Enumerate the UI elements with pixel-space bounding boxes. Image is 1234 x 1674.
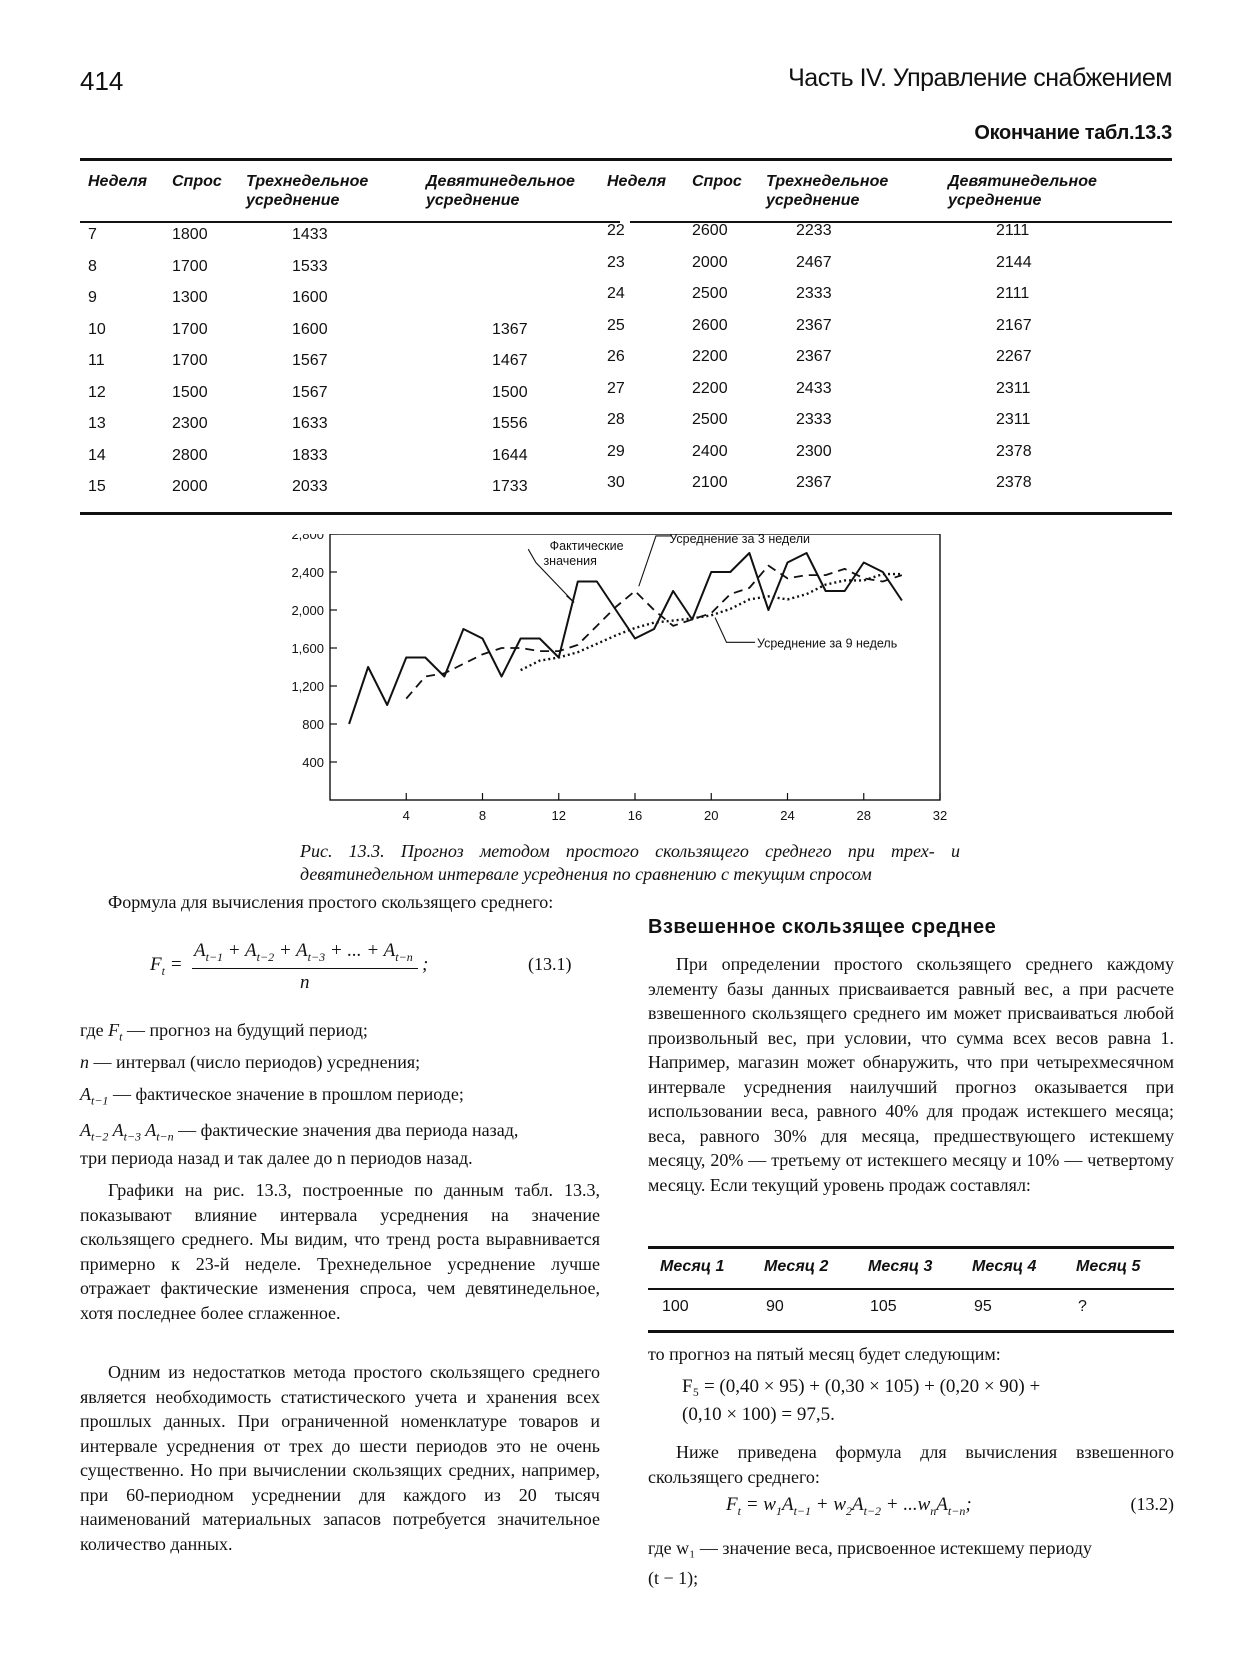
table-cell: 10: [88, 320, 106, 338]
table-cell: 2300: [172, 415, 208, 432]
table-cell: 2311: [996, 411, 1031, 428]
annotation-actual: [543, 539, 623, 568]
where-a1-text: — фактическое значение в прошлом периоде;: [112, 1084, 464, 1104]
where-ft: где $F_t$ — прогноз на будущий период;: [80, 1020, 368, 1044]
x-tick-label: 24: [780, 808, 795, 823]
table-cell: 1467: [492, 352, 528, 369]
plot-frame: [330, 534, 940, 800]
table-row: [80, 474, 1172, 510]
table-cell: 2333: [796, 411, 832, 428]
table-cell: 1567: [292, 383, 328, 401]
where-a2: $A_{t-2}$ $A_{t-3}$ $A_{t-n}$ — фактические значения два периода назад,: [80, 1120, 519, 1144]
table-cell: 14: [88, 446, 106, 464]
header-three-week-1: Трехнедельное усреднение: [246, 173, 369, 209]
sales-table: [648, 1246, 1174, 1336]
value-month-5: ?: [1078, 1298, 1087, 1315]
header-month-1: Месяц 1: [660, 1258, 725, 1275]
y-tick-label: 800: [302, 717, 324, 732]
fraction-bar: [192, 968, 418, 969]
annotation-three-week-leader: [639, 536, 671, 586]
table-cell: 1800: [172, 226, 208, 243]
series-line-2: [406, 566, 902, 699]
header-three-week-2: Трехнедельное усреднение: [766, 173, 889, 209]
table-cell: 2400: [692, 442, 728, 460]
chart-svg: [290, 534, 960, 834]
y-tick-label: 2,800: [291, 534, 324, 542]
table-cell: 2267: [996, 348, 1032, 365]
paragraph-formula-intro: Ниже приведена формула для вычисления взвешенного скользящего среднего:: [648, 1442, 1174, 1487]
where-a1: $A_{t-1}$ — фактическое значение в прошлом периоде;: [80, 1084, 464, 1108]
where-w-cont: (t − 1);: [648, 1568, 699, 1588]
value-month-2: 90: [766, 1298, 784, 1315]
table-cell: 2233: [796, 222, 832, 239]
value-month-1: 100: [662, 1298, 689, 1315]
value-month-3: 105: [870, 1298, 897, 1315]
table-cell: 2000: [692, 253, 728, 271]
table-cell: 22: [607, 222, 625, 239]
where-n: n — интервал (число периодов) усреднения;: [80, 1052, 421, 1072]
table-cell: 1600: [292, 320, 328, 338]
annotation-actual-line-1: Фактические: [549, 539, 624, 553]
page-number: 414: [80, 66, 124, 96]
table-cell: 1833: [292, 446, 328, 464]
table-cell: 1567: [292, 352, 328, 369]
equation-number-13-1: (13.1): [528, 954, 572, 974]
table-cell: 2111: [996, 285, 1030, 302]
annotation-nine-week: Усреднение за 9 недель: [757, 636, 898, 651]
forecast-intro: то прогноз на пятый месяц будет следующим:: [648, 1344, 1001, 1364]
table-cell: 2500: [692, 285, 728, 302]
header-month-5: Месяц 5: [1076, 1258, 1141, 1275]
table-cell: 2378: [996, 442, 1032, 460]
where-w: где w₁ — значение веса, присвоенное истекшему периоду: [648, 1538, 1092, 1558]
section-heading: Взвешенное скользящее среднее: [648, 916, 997, 938]
table-rule-mid-left: [80, 221, 620, 223]
annotation-actual-line-2: значения: [543, 554, 597, 568]
table-cell: 9: [88, 289, 97, 306]
y-tick-label: 1,600: [291, 641, 324, 656]
series-line-3: [521, 574, 902, 670]
table-rule-bottom: [80, 512, 1172, 515]
table-cell: 1644: [492, 446, 528, 464]
table-cell: 2333: [796, 285, 832, 302]
x-tick-label: 4: [402, 808, 410, 823]
table-cell: 2467: [796, 253, 832, 271]
table-cell: 1500: [172, 383, 208, 401]
table-cell: 1500: [492, 383, 528, 401]
header-week-2: Неделя: [607, 173, 667, 190]
table-cell: 2600: [692, 222, 728, 239]
table-cell: 30: [607, 474, 625, 491]
header-demand-1: Спрос: [172, 173, 222, 190]
table-cell: 1556: [492, 415, 528, 432]
header-month-2: Месяц 2: [764, 1258, 829, 1275]
calc-line-2: (0,10 × 100) = 97,5.: [682, 1404, 835, 1425]
where-a2-text: — фактические значения два периода назад,: [178, 1120, 519, 1140]
formula-semicolon: ;: [422, 954, 429, 975]
table-cell: 13: [88, 415, 106, 432]
x-tick-label: 32: [932, 808, 948, 823]
table-cell: 1433: [292, 226, 328, 243]
table-cell: 2367: [796, 348, 832, 365]
table-cell: 2111: [996, 222, 1030, 239]
table-cell: 1700: [172, 352, 208, 369]
table-cell: 24: [607, 285, 625, 302]
formula-denominator: n: [300, 972, 310, 993]
figure-caption: Рис. 13.3. Прогноз методом простого скользящего среднего при трех- и девятинедельном интервале усреднения по сравнению с текущим спросом: [300, 841, 960, 884]
header-nine-week-2: Девятинедельное усреднение: [948, 173, 1097, 209]
table-cell: 2000: [172, 478, 208, 495]
table-cell: 1700: [172, 257, 208, 275]
table-cell: 28: [607, 411, 625, 428]
x-tick-label: 16: [627, 808, 643, 823]
paragraph-drawbacks: Одним из недостатков метода простого скользящего среднего является необходимость статистического учета и хранения всех прошлых данных. При ограниченной номенклатуре товаров и интервале усреднения от трех до шести периодов это не очень существенно. Но при вычислении скользящих средних, например, при 60-периодном усреднении для каждого из 20 тысяч наименований материальных запасов потребуется значительное количество данных.: [80, 1362, 600, 1554]
header-nine-week-1: Девятинедельное усреднение: [426, 173, 575, 209]
table-cell: 2200: [692, 379, 728, 397]
x-tick-label: 8: [478, 808, 487, 823]
table-cell: 2033: [292, 478, 328, 495]
where-ft-text: — прогноз на будущий период;: [126, 1020, 368, 1040]
table-cell: 23: [607, 253, 625, 271]
table-cell: 2167: [996, 316, 1032, 334]
moving-average-chart: [290, 534, 960, 834]
value-month-4: 95: [974, 1298, 992, 1315]
calc-line-1: F₅ = (0,40 × 95) + (0,30 × 105) + (0,20 × 90) +: [682, 1376, 1041, 1397]
table-cell: 2367: [796, 474, 832, 491]
table-cell: 26: [607, 348, 625, 365]
sales-table-rule-mid: [648, 1288, 1174, 1290]
x-tick-label: 28: [856, 808, 871, 823]
table-cell: 2300: [796, 442, 832, 460]
x-tick-label: 12: [551, 808, 566, 823]
table-cell: 1700: [172, 320, 208, 338]
sales-table-rule-top: [648, 1246, 1174, 1249]
table-cell: 2600: [692, 316, 728, 334]
header-demand-2: Спрос: [692, 173, 742, 190]
table-cell: 25: [607, 316, 625, 334]
y-tick-label: 2,400: [291, 565, 324, 580]
table-cell: 15: [88, 478, 106, 495]
table-cell: 2500: [692, 411, 728, 428]
formula-numerator: $A_{t-1} + A_{t-2} + A_{t-3}$ + ... + $A_{t-n}$: [194, 940, 413, 964]
header-month-3: Месяц 3: [868, 1258, 933, 1275]
annotation-nine-week-leader: [715, 618, 755, 643]
header-week-1: Неделя: [88, 173, 148, 190]
table-cell: 2100: [692, 474, 728, 491]
header-month-4: Месяц 4: [972, 1258, 1037, 1275]
equation-number-13-2: (13.2): [1130, 1494, 1174, 1514]
table-cell: 1533: [292, 257, 328, 275]
table-cell: 8: [88, 257, 97, 275]
x-tick-label: 20: [704, 808, 719, 823]
table-cell: 2800: [172, 446, 208, 464]
paragraph-weighted: При определении простого скользящего среднего каждому элементу базы данных присваивается равный вес, а при расчете взвешенного скользящего среднего им может присваиваться любой произвольный вес, при условии, что сумма всех весов равна 1. Например, магазин может обнаружить, что при четырехмесячном интервале усреднения наилучший прогноз оказывается при использовании веса, равного 40% для продаж истекшего месяца; веса, равного 30% для месяца, предшествующего истекшему месяцу, 20% — третьему от истекшего месяцу и 10% — четвертому месяцу. Если текущий уровень продаж составлял:: [648, 954, 1174, 1195]
y-tick-label: 2,000: [291, 603, 324, 618]
table-cell: 1300: [172, 289, 208, 306]
table-cell: 2200: [692, 348, 728, 365]
table-cell: 12: [88, 383, 106, 401]
table-cell: 2378: [996, 474, 1032, 491]
demand-table: [80, 158, 1172, 518]
table-cell: 11: [88, 352, 105, 369]
annotation-three-week: Усреднение за 3 недели: [669, 534, 811, 546]
where-n-text: — интервал (число периодов) усреднения;: [93, 1052, 421, 1072]
table-rule-top: [80, 158, 1172, 161]
y-tick-label: 1,200: [291, 679, 324, 694]
running-head: Часть IV. Управление снабжением: [788, 64, 1172, 92]
table-cell: 29: [607, 442, 625, 460]
table-cell: 1367: [492, 320, 528, 338]
formula-13-1: [150, 940, 600, 1000]
sales-table-rule-bottom: [648, 1330, 1174, 1333]
table-cell: 1733: [492, 478, 528, 495]
table-cell: 2144: [996, 253, 1032, 271]
table-cell: 1600: [292, 289, 328, 306]
y-tick-label: 400: [302, 755, 324, 770]
table-cell: 2433: [796, 379, 832, 397]
table-cell: 1633: [292, 415, 328, 432]
formula-lhs: $F_t$ =: [150, 954, 183, 978]
where-a2-cont: три периода назад и так далее до n периодов назад.: [80, 1148, 473, 1168]
formula-intro: Формула для вычисления простого скользящего среднего:: [108, 892, 554, 912]
paragraph-graphs: Графики на рис. 13.3, построенные по данным табл. 13.3, показывают влияние интервала усреднения на значение скользящего среднего. Мы видим, что тренд роста выравнивается примерно к 23-й неделе. Трехнедельное усреднение лучше отражает фактические изменения спроса, чем девятинедельное, хотя последнее более сглаженное.: [80, 1180, 600, 1323]
table-caption: Окончание табл.13.3: [974, 122, 1172, 144]
table-cell: 27: [607, 379, 625, 397]
table-cell: 2367: [796, 316, 832, 334]
table-cell: 2311: [996, 379, 1031, 397]
formula-13-2: [726, 1494, 1174, 1522]
table-cell: 7: [88, 226, 97, 243]
formula-weighted: $F_t = w_1A_{t-1} + w_2A_{t-2} + ...w_nA_{t-n}$;: [726, 1494, 972, 1518]
